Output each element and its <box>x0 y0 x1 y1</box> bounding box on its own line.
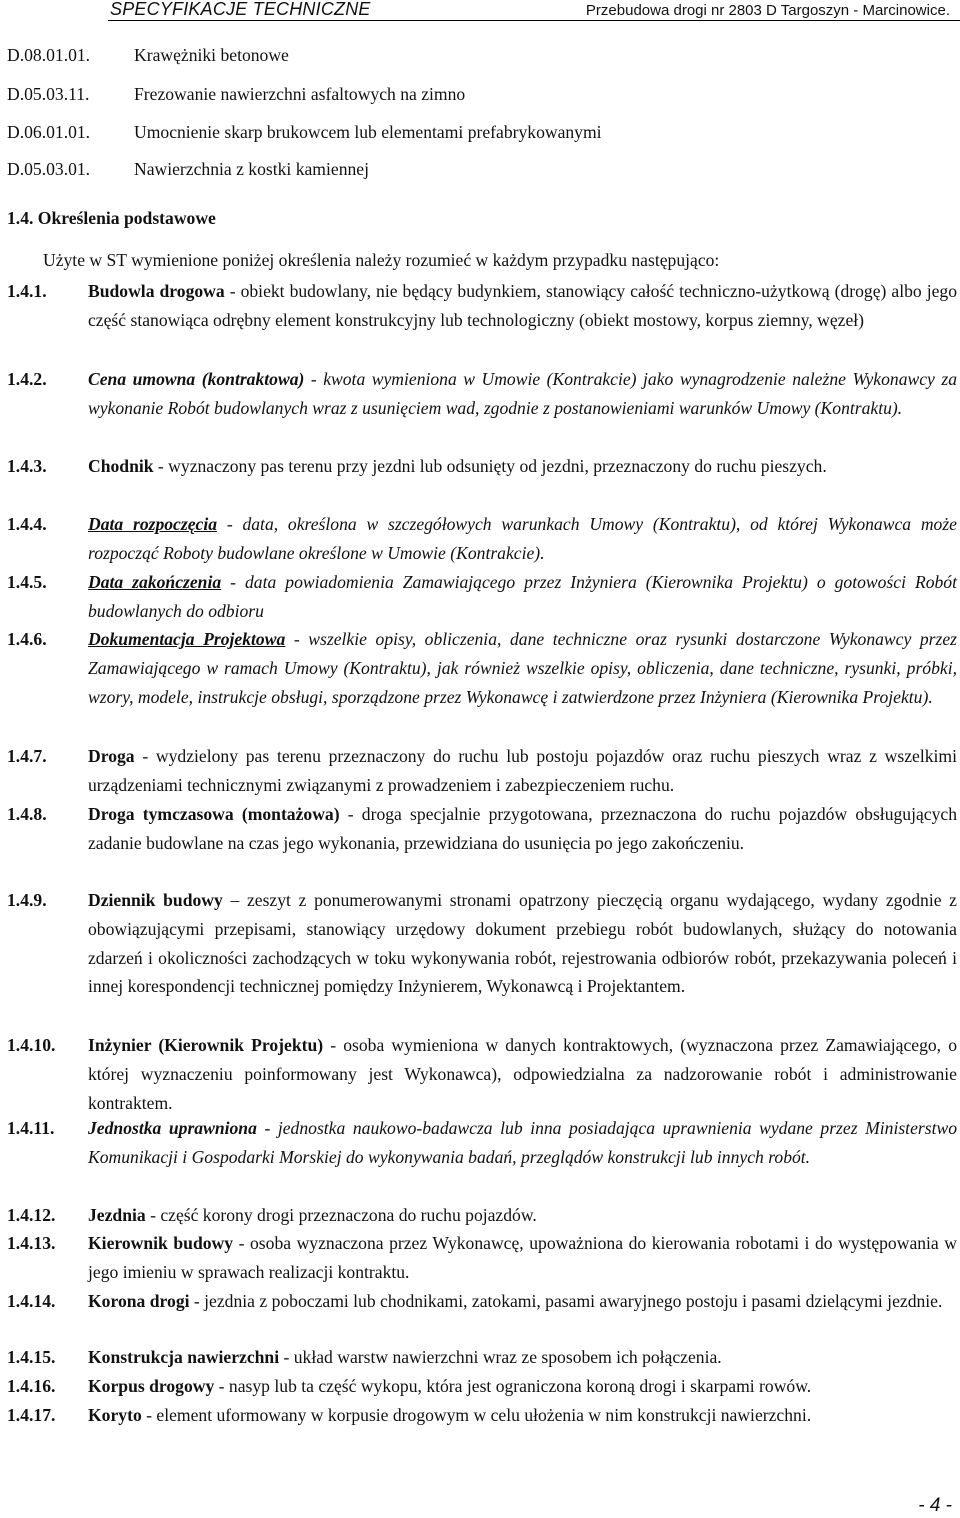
definition-term: Dziennik budowy <box>88 890 223 910</box>
page-number: - 4 - <box>918 1495 952 1516</box>
definition-body <box>88 1343 957 1372</box>
definition-number: 1.4.16. <box>7 1376 56 1396</box>
definition-body <box>88 1287 957 1316</box>
definition-text: - jezdnia z poboczami lub chodnikami, zatokami, pasami awaryjnego postoju i pasami dzielącymi jezdnie. <box>189 1291 943 1311</box>
reference-code: D.05.03.01. <box>7 159 91 179</box>
definition-text: - nasyp lub ta część wykopu, która jest ograniczona koroną drogi i skarpami rowów. <box>214 1376 812 1396</box>
reference-row <box>0 117 960 147</box>
definition-number: 1.4.7. <box>7 746 47 766</box>
definition-term: Cena umowna (kontraktowa) <box>88 369 305 389</box>
definition-term: Korpus drogowy <box>88 1376 215 1396</box>
definition-term: Dokumentacja Projektowa <box>88 629 286 649</box>
definition-text: - osoba wymieniona w danych kontraktowych, (wyznaczona przez Zamawiającego, o której wyznaczeniu poinformowany jest Wykonawca), odpowiedzialna za nadzorowanie robót i administrowanie kontraktem. <box>88 1035 957 1113</box>
header-title: SPECYFIKACJE TECHNICZNE <box>110 0 371 19</box>
definition-number: 1.4.9. <box>7 890 47 910</box>
definition-text: – zeszyt z ponumerowanymi stronami opatrzony pieczęcią organu wydającego, wydany zgodnie z obowiązującymi przepisami, stanowiący urzędowy dokument przebiegu robót budowlanych, służący do notowania zdarzeń i okoliczności zachodzących w toku wykonywania robót, rejestrowania odbiorów robót, przekazywania poleceń i innej korespondencji technicznej pomiędzy Inżynierem, Wykonawcą i Projektantem. <box>88 890 957 997</box>
definition-body <box>88 1372 957 1401</box>
definition-text: - układ warstw nawierzchni wraz ze sposobem ich połączenia. <box>279 1347 722 1367</box>
definition-body <box>88 1229 957 1287</box>
reference-name: Umocnienie skarp brukowcem lub elementami prefabrykowanymi <box>134 122 602 142</box>
definition-body <box>88 625 957 711</box>
definition-term: Jezdnia <box>88 1205 146 1225</box>
definition-number: 1.4.11. <box>7 1118 55 1138</box>
definition-text: - osoba wyznaczona przez Wykonawcę, upoważniona do kierowania robotami i do występowania w jego imieniu w sprawach realizacji kontraktu. <box>88 1233 957 1282</box>
definition-term: Data rozpoczęcia <box>88 514 218 534</box>
intro-paragraph: Użyte w ST wymienione poniżej określenia należy rozumieć w każdym przypadku następująco: <box>43 250 720 270</box>
definition-number: 1.4.5. <box>7 572 47 592</box>
definition-body <box>88 568 957 626</box>
definition-number: 1.4.3. <box>7 456 47 476</box>
definition-body <box>88 1201 957 1230</box>
definition-term: Koryto <box>88 1405 142 1425</box>
definition-term: Budowla drogowa <box>88 281 225 301</box>
definition-term: Kierownik budowy <box>88 1233 234 1253</box>
definition-body <box>88 886 957 1001</box>
reference-name: Frezowanie nawierzchni asfaltowych na zimno <box>134 84 466 104</box>
definition-term: Data zakończenia <box>88 572 222 592</box>
header-project: Przebudowa drogi nr 2803 D Targoszyn - Marcinowice. <box>585 2 950 19</box>
definition-number: 1.4.8. <box>7 804 47 824</box>
definition-text: - wszelkie opisy, obliczenia, dane techniczne oraz rysunki dostarczone Wykonawcy przez Zamawiającego w ramach Umowy (Kontraktu), jak również wszelkie opisy, obliczenia, dane techniczne, rysunki, próbki, wzory, modele, instrukcje obsługi, sporządzone przez Wykonawcę i zatwierdzone przez Inżyniera (Kierownika Projektu). <box>88 629 958 707</box>
definition-body <box>88 365 957 423</box>
definition-number: 1.4.2. <box>7 369 47 389</box>
definition-body <box>88 742 957 800</box>
definition-text: - data, określona w szczegółowych warunkach Umowy (Kontraktu), od której Wykonawca może rozpocząć Roboty budowlane określone w Umowie (Kontrakcie). <box>88 514 957 563</box>
definition-text: - jednostka naukowo-badawcza lub inna posiadająca uprawnienia wydane przez Ministerstwo Komunikacji i Gospodarki Morskiej do wykonywania badań, przeglądów konstrukcji lub innych robót. <box>88 1118 957 1167</box>
reference-row <box>0 154 960 184</box>
definition-text: - wydzielony pas terenu przeznaczony do ruchu lub postoju pojazdów oraz ruchu pieszych wraz z wszelkimi urządzeniami technicznymi związanymi z prowadzeniem i zabezpieczeniem ruchu. <box>88 746 957 795</box>
definition-body <box>88 800 957 858</box>
definition-term: Droga <box>88 746 135 766</box>
page-header <box>108 0 960 21</box>
definition-number: 1.4.1. <box>7 281 47 301</box>
reference-code: D.08.01.01. <box>7 45 91 65</box>
definition-number: 1.4.6. <box>7 629 47 649</box>
definition-number: 1.4.14. <box>7 1291 56 1311</box>
definition-text: - droga specjalnie przygotowana, przeznaczona do ruchu pojazdów obsługujących zadanie budowlane na czas jego wykonania, przewidziana do usunięcia po jego zakończeniu. <box>88 804 957 853</box>
reference-row <box>0 79 960 109</box>
definition-text: - obiekt budowlany, nie będący budynkiem, stanowiący całość techniczno-użytkową (drogę) albo jego część stanowiąca odrębny element konstrukcyjny lub technologiczny (obiekt mostowy, korpus ziemny, węzeł) <box>88 281 957 330</box>
definition-term: Chodnik <box>88 456 154 476</box>
section-title: 1.4. Określenia podstawowe <box>7 208 216 228</box>
definition-body <box>88 1114 957 1172</box>
definition-number: 1.4.13. <box>7 1233 56 1253</box>
reference-code: D.05.03.11. <box>7 84 90 104</box>
definition-text: - data powiadomienia Zamawiającego przez Inżyniera (Kierownika Projektu) o gotowości Robót budowlanych do odbioru <box>88 572 957 621</box>
definition-number: 1.4.15. <box>7 1347 56 1367</box>
definition-text: - wyznaczony pas terenu przy jezdni lub odsunięty od jezdni, przeznaczony do ruchu pieszych. <box>153 456 827 476</box>
reference-name: Nawierzchnia z kostki kamiennej <box>134 159 369 179</box>
definition-number: 1.4.4. <box>7 514 47 534</box>
definition-term: Droga tymczasowa (montażowa) <box>88 804 340 824</box>
definition-body <box>88 452 957 481</box>
definition-term: Inżynier (Kierownik Projektu) <box>88 1035 324 1055</box>
definition-term: Jednostka uprawniona <box>88 1118 257 1138</box>
definition-body <box>88 510 957 568</box>
reference-code: D.06.01.01. <box>7 122 91 142</box>
definition-body <box>88 1031 957 1117</box>
definition-term: Korona drogi <box>88 1291 190 1311</box>
definition-number: 1.4.12. <box>7 1205 56 1225</box>
definition-number: 1.4.17. <box>7 1405 56 1425</box>
definition-body <box>88 1401 957 1430</box>
definition-number: 1.4.10. <box>7 1035 56 1055</box>
reference-row <box>0 40 960 70</box>
definition-text: - element uformowany w korpusie drogowym w celu ułożenia w nim konstrukcji nawierzchni. <box>141 1405 812 1425</box>
definition-body <box>88 277 957 335</box>
reference-name: Krawężniki betonowe <box>134 45 289 65</box>
definition-text: - część korony drogi przeznaczona do ruchu pojazdów. <box>145 1205 537 1225</box>
definition-term: Konstrukcja nawierzchni <box>88 1347 280 1367</box>
definition-text: - kwota wymieniona w Umowie (Kontrakcie) jako wynagrodzenie należne Wykonawcy za wykonanie Robót budowlanych wraz z usunięciem wad, zgodnie z postanowieniami warunków Umowy (Kontraktu). <box>88 369 957 418</box>
